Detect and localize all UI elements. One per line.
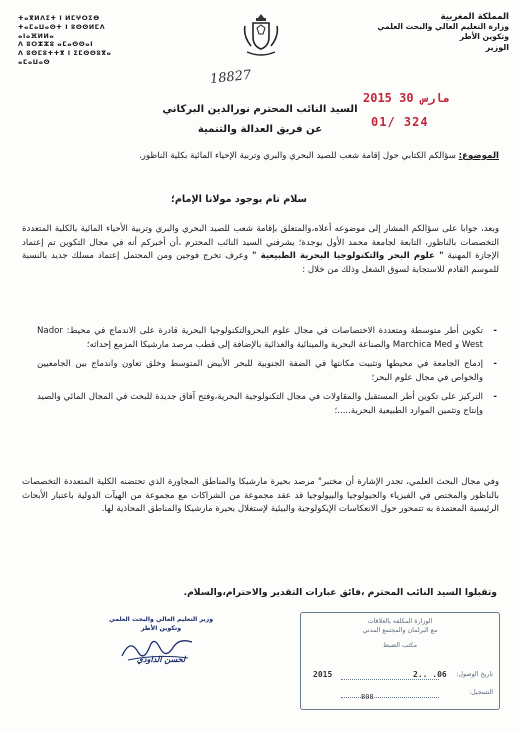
tifinagh-line: ⵜⴰⵎⴰⵡⴰⵙⵜ ⵏ ⵓⵙⵙⵍⵎⴷ ⴰⵏⴰⴼⵍⵍⴰ bbox=[18, 23, 106, 40]
received-date-label: تاريخ الوصول: bbox=[456, 671, 493, 678]
reg-stamp-line: الوزارة المكلفة بالعلاقات bbox=[367, 618, 433, 625]
objectives-list bbox=[37, 325, 497, 424]
list-item: - تكوين أطر متوسطة ومتعددة الاختصاصات في مجال علوم البحروالتكنولوجيا البحرية قادرة على الاندماج في محيط: Nador West و Marchica Med والصناعة البحرية والمينائية والغذائية بالإضافة إلى قطب مرصد مارشيكا المزمع إحداثه؛ bbox=[37, 325, 497, 352]
list-item: - التركيز على تكوين أطر المستقبل والمقاولات في مجال التكنولوجية البحرية،وفتح آفاق جديدة للبحث في المجال المائي والصيد وإنتاج وتثمين الموارد الطبيعية البحرية.....؛ bbox=[37, 391, 497, 418]
divider bbox=[341, 697, 439, 698]
subject-text: سؤالكم الكتابي حول إقامة شعب للصيد البحري والبري وتربية الإحياء المائية بكلية الناظور. bbox=[139, 151, 456, 161]
paragraph-intro-continuation: وعرف تخرج فوجين ومن المحتمل إعتماد مسلك جديد بالنسبة للموسم القادم للاستجابة لسوق الشغل وذلك من خلال : bbox=[22, 251, 499, 275]
paragraph-intro-text: وبعد، جوابا على سؤالكم المشار إلى موضوعه أعلاه،والمتعلق بإقامة شعب للصيد البحري والبري وتربية الأحياء المائية بالكلية المتعددة التخصصات بالناظور، التابعة لجامعة محمد الأول بوجدة؛ يشرفني السيد النائب المحترم ،أن أخبركم أنه في مجال التكوين تم إعتماد الإجازة المهنية bbox=[22, 224, 499, 261]
ministry-header-tifinagh bbox=[18, 15, 138, 68]
tifinagh-line: ⴰⵎⴰⵡⴰⵙ bbox=[18, 58, 51, 66]
tifinagh-line: ⴷ ⵓⵙⵎⵓⵜⵜⴳ ⵏ ⵉⵎⵙⵙⵓⴳⴰ bbox=[18, 50, 112, 58]
registration-stamp bbox=[300, 612, 500, 710]
reg-stamp-line: مع البرلمان والمجتمع المدني bbox=[362, 627, 438, 634]
closing-formula: وتقبلوا السيد النائب المحترم ،فائق عبارات التقدير والاحترام،والسلام. bbox=[183, 587, 497, 598]
signature-title-2: وتكوين الأطر bbox=[140, 624, 182, 632]
date-stamp: 2015 ﻣﺎﺭﺱ 30 bbox=[363, 91, 450, 105]
tifinagh-line: ⴷ ⵓⵔⵣⵣⵓ ⴰⵎⴰⵙⵙⴰⵏ bbox=[18, 41, 94, 49]
subject-line bbox=[22, 150, 499, 164]
registered-label: التسجيل: bbox=[468, 689, 493, 696]
list-item: - إدماج الجامعة في محيطها وتثبيت مكانتها في الضفة الجنوبية للبحر الأبيض المتوسط وخلق تعاون واندماج بين الجامعيين والخواص في مجال علوم البحر؛ bbox=[37, 358, 497, 385]
coat-of-arms-icon bbox=[241, 12, 281, 58]
header-minister: الوزير bbox=[485, 43, 509, 52]
tifinagh-line: ⵜⴰⴳⵍⴷⵉⵜ ⵏ ⵍⵎⵖⵔⵉⴱ bbox=[18, 15, 100, 22]
header-kingdom: المملكة المغربية bbox=[440, 12, 509, 22]
degree-name: " علوم البحر والتكنولوجيا البحرية الطبيعية " bbox=[252, 251, 444, 261]
header-ministry: وزارة التعليم العالي والبحث العلمي bbox=[377, 22, 509, 31]
reference-stamp: 01/ 324 bbox=[371, 115, 429, 129]
handwritten-reference: 18827 bbox=[209, 67, 253, 88]
addressee-name: السيد النائب المحترم نورالدين البركاني bbox=[162, 104, 358, 115]
addressee-party: عن فريق العدالة والتنمية bbox=[197, 124, 323, 135]
paragraph-intro bbox=[22, 223, 499, 277]
received-date-year: 2015 bbox=[313, 670, 333, 679]
registered-number: 808 bbox=[361, 693, 374, 701]
divider bbox=[341, 679, 439, 680]
signatory-name: لحسن الداودي bbox=[136, 654, 186, 664]
paragraph-research: وفي مجال البحث العلمي، تجدر الإشارة أن مختبر" مرصد بحيرة مارشيكا والمناطق المجاورة الذي تحتضنه الكلية المتعددة التخصصات بالناظور والمختص في الفيزياء والجيولوجيا والبيولوجيا قد عقد مجموعة من الشراكات مع مجموعة من الهيآت الدولية باعتبار الأبحاث الرئيسية المعتمدة به تتمحور حول الانعكاسات الإيكولوجية والبيئية لإستغلال بحيرة مارشيكا والمناطق المحاذية لها. bbox=[22, 477, 499, 514]
ministry-header-arabic bbox=[359, 12, 509, 53]
header-ministry-2: وتكوين الأطر bbox=[459, 32, 509, 41]
signature-title: وزير التعليم العالي والبحث العلمي bbox=[108, 616, 214, 623]
subject-label: الموضوع: bbox=[458, 151, 499, 161]
received-date-day: 06. ..2 bbox=[413, 670, 447, 679]
reg-stamp-line: مكتب الضبط bbox=[383, 642, 417, 649]
salutation: سلام تام بوجود مولانا الإمام؛ bbox=[171, 194, 307, 205]
handwritten-signature-icon bbox=[118, 634, 198, 664]
